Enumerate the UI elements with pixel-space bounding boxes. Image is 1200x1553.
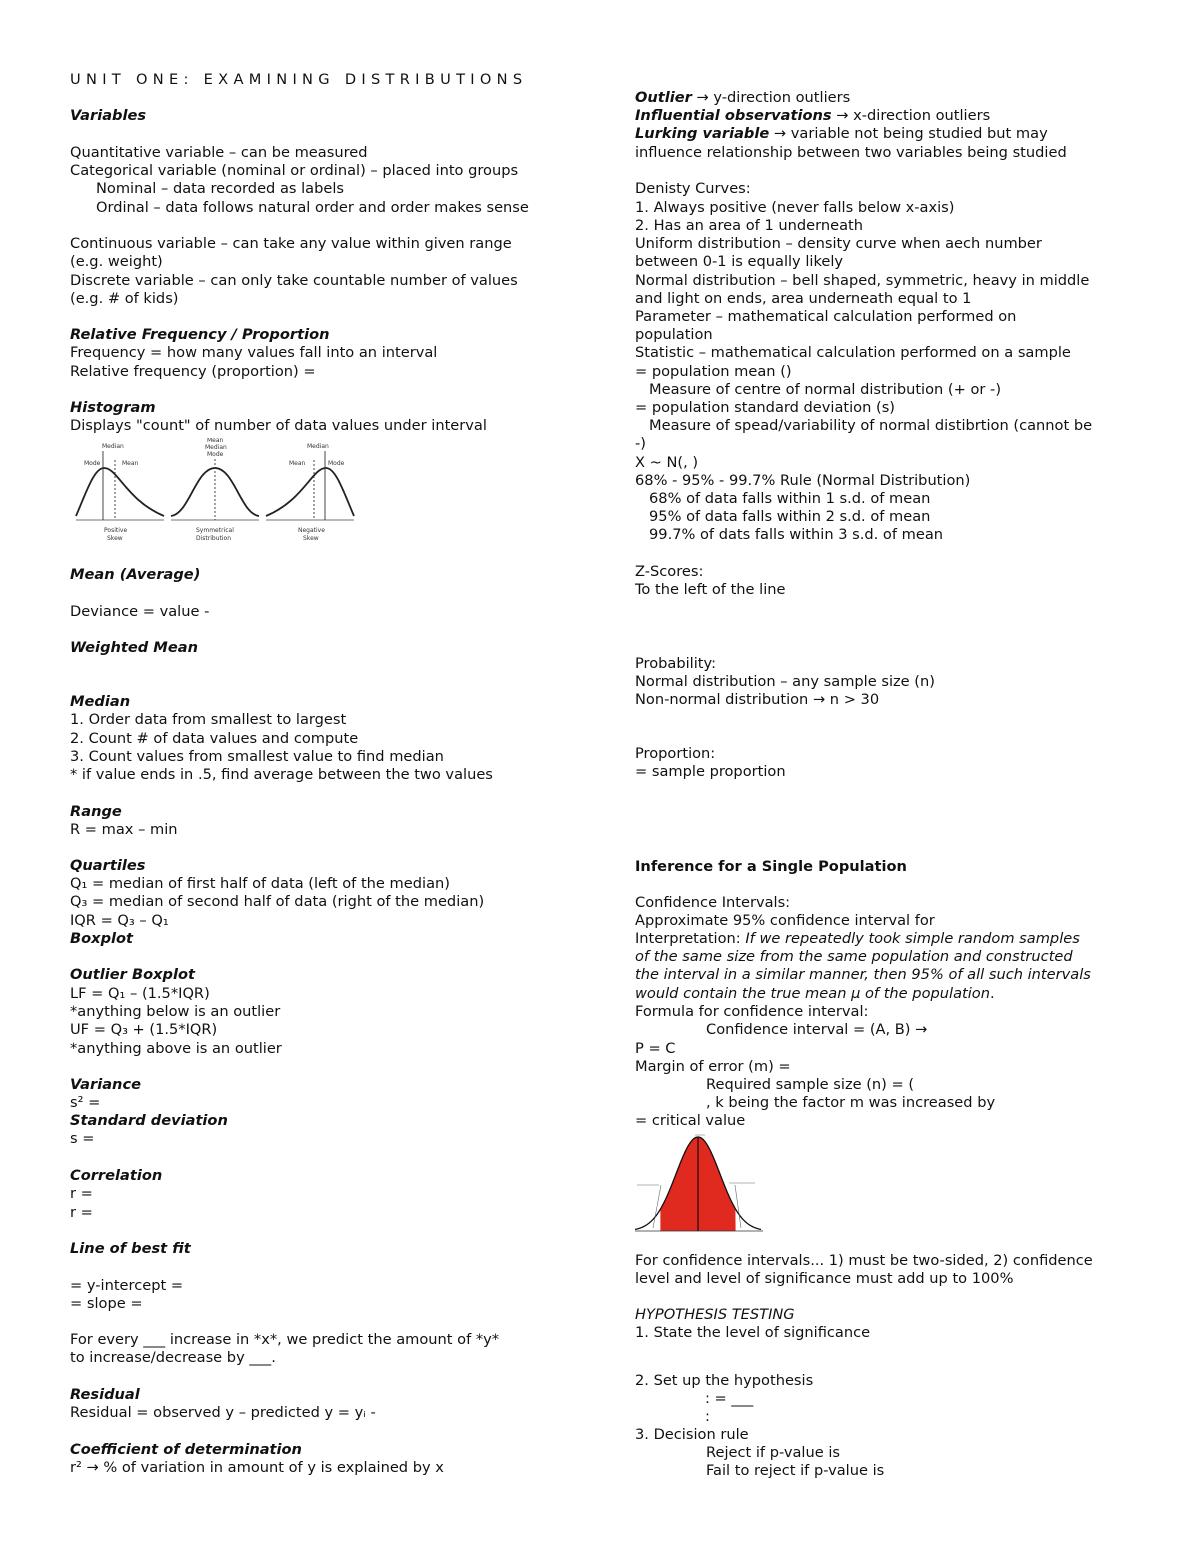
population-sd-line: = population standard deviation (s) (635, 399, 895, 416)
positive-skew-curve (76, 468, 164, 516)
deviance-line: Deviance = value - (70, 603, 210, 620)
uniform-line-1: Uniform distribution – density curve when aech number (635, 235, 1042, 252)
q3-line: Q₃ = median of second half of data (right of the median) (70, 893, 485, 910)
correlation-heading: Correlation (70, 1167, 163, 1184)
unit-title: UNIT ONE: EXAMINING DISTRIBUTIONS (70, 71, 528, 88)
correlation-formula-1: r = (70, 1185, 93, 1202)
hypothesis-step-2: 2. Set up the hypothesis (635, 1372, 814, 1389)
statistic-line: Statistic – mathematical calculation performed on a sample (635, 344, 1071, 361)
range-heading: Range (70, 803, 122, 820)
interpretation-line-2: of the same size from the same population and constructed (635, 948, 1073, 965)
negative-skew-curve (266, 468, 354, 516)
outlier-boxplot-heading: Outlier Boxplot (70, 966, 195, 983)
iqr-line: IQR = Q₃ – Q₁ (70, 912, 169, 929)
null-hypothesis: : = ___ (705, 1390, 754, 1407)
histogram-description: Displays "count" of number of data values under interval (70, 417, 487, 434)
proportion-heading: Proportion: (635, 745, 716, 762)
y-intercept-line: = y-intercept = (70, 1277, 184, 1294)
skew-label-skew-2: Skew (303, 535, 319, 542)
skew-label-median-1: Median (102, 443, 124, 450)
q1-line: Q₁ = median of first half of data (left of the median) (70, 875, 450, 892)
probability-heading: Probability: (635, 655, 716, 672)
upper-fence: UF = Q₃ + (1.5*IQR) (70, 1021, 218, 1038)
skew-label-mode-2: Mode (207, 451, 224, 458)
critical-value-line: = critical value (635, 1112, 746, 1129)
x-distribution-line: X ~ N(, ) (635, 454, 699, 471)
fail-to-reject-rule: Fail to reject if p-value is (706, 1462, 885, 1479)
skew-label-negative: Negative (298, 527, 325, 534)
median-step-3: 3. Count values from smallest value to find median (70, 748, 444, 765)
variance-formula: s² = (70, 1094, 101, 1111)
line-of-best-fit-heading: Line of best fit (70, 1240, 191, 1257)
uniform-line-2: between 0-1 is equally likely (635, 253, 844, 270)
outlier-description: → y-direction outliers (691, 89, 851, 106)
influential-line (635, 107, 990, 125)
variance-heading: Variance (70, 1076, 141, 1093)
margin-of-error-line: Margin of error (m) = (635, 1058, 791, 1075)
proportion-description: = sample proportion (635, 763, 786, 780)
skew-label-mean-3: Mean (289, 460, 306, 467)
interpretation-line-4: would contain the true mean μ of the population. (635, 985, 995, 1002)
probability-normal: Normal distribution – any sample size (n) (635, 673, 935, 690)
confidence-intervals-heading: Confidence Intervals: (635, 894, 791, 911)
skew-label-distribution: Distribution (196, 535, 232, 542)
probability-non-normal: Non-normal distribution → n > 30 (635, 691, 880, 708)
skew-label-skew-1: Skew (107, 535, 123, 542)
range-formula: R = max – min (70, 821, 178, 838)
skew-label-mode-3: Mode (328, 460, 345, 467)
alternative-hypothesis: : (705, 1408, 710, 1425)
skew-label-positive: Positive (104, 527, 128, 534)
median-step-2: 2. Count # of data values and compute (70, 730, 359, 747)
required-sample-size: Required sample size (n) = ( (706, 1076, 915, 1093)
skew-distributions-figure (74, 438, 364, 548)
skew-label-mean-1: Mean (122, 460, 139, 467)
categorical-line: Categorical variable (nominal or ordinal) – placed into groups (70, 162, 519, 179)
ci-p-line: P = C (635, 1040, 676, 1057)
lower-fence-note: *anything below is an outlier (70, 1003, 281, 1020)
relative-frequency-line: Relative frequency (proportion) = (70, 363, 316, 380)
slope-interpretation-2: to increase/decrease by ___. (70, 1349, 276, 1366)
boxplot-heading: Boxplot (70, 930, 134, 947)
z-scores-heading: Z-Scores: (635, 563, 704, 580)
z-scores-description: To the left of the line (635, 581, 786, 598)
k-factor-line: , k being the factor m was increased by (706, 1094, 996, 1111)
continuous-line: Continuous variable – can take any value within given range (70, 235, 512, 252)
weighted-mean-heading: Weighted Mean (70, 639, 198, 656)
correlation-formula-2: r = (70, 1204, 93, 1221)
standard-deviation-formula: s = (70, 1130, 95, 1147)
outlier-line (635, 89, 850, 107)
residual-heading: Residual (70, 1386, 140, 1403)
population-sd-description-2: -) (635, 435, 646, 452)
mean-heading: Mean (Average) (70, 566, 201, 583)
interpretation-text-4: would contain the true mean μ of the population (635, 985, 990, 1002)
lurking-description-2: influence relationship between two variables being studied (635, 144, 1067, 161)
discrete-example: (e.g. # of kids) (70, 290, 179, 307)
hypothesis-heading: HYPOTHESIS TESTING (635, 1306, 795, 1323)
reject-rule: Reject if p-value is (706, 1444, 841, 1461)
ordinal-line: Ordinal – data follows natural order and order makes sense (96, 199, 529, 216)
empirical-rule-997: 99.7% of dats falls within 3 s.d. of mean (649, 526, 944, 543)
ci-formula: Confidence interval = (A, B) → (706, 1021, 928, 1038)
empirical-rule-95: 95% of data falls within 2 s.d. of mean (649, 508, 931, 525)
coefficient-heading: Coefficient of determination (70, 1441, 302, 1458)
slope-interpretation-1: For every ___ increase in *x*, we predict the amount of *y* (70, 1331, 500, 1348)
normal-line-1: Normal distribution – bell shaped, symmetric, heavy in middle (635, 272, 1090, 289)
quartiles-heading: Quartiles (70, 857, 146, 874)
upper-fence-note: *anything above is an outlier (70, 1040, 282, 1057)
ci-note-1: For confidence intervals... 1) must be two-sided, 2) confidence (635, 1252, 1093, 1269)
hypothesis-step-1: 1. State the level of significance (635, 1324, 871, 1341)
density-heading: Denisty Curves: (635, 180, 751, 197)
population-mean-line: = population mean () (635, 363, 792, 380)
skew-label-median-2: Median (205, 444, 227, 451)
empirical-rule-68: 68% of data falls within 1 s.d. of mean (649, 490, 931, 507)
influential-term: Influential observations (635, 107, 832, 124)
interpretation-text-1: If we repeatedly took simple random samples (745, 930, 1080, 947)
population-sd-description: Measure of spead/variability of normal distibrtion (cannot be (649, 417, 1093, 434)
empirical-rule-heading: 68% - 95% - 99.7% Rule (Normal Distribution) (635, 472, 971, 489)
slope-line: = slope = (70, 1295, 143, 1312)
interpretation-label: Interpretation: (635, 930, 746, 947)
frequency-line: Frequency = how many values fall into an interval (70, 344, 438, 361)
inference-heading: Inference for a Single Population (635, 858, 907, 875)
outlier-term: Outlier (635, 89, 692, 106)
normal-line-2: and light on ends, area underneath equal to 1 (635, 290, 972, 307)
confidence-interval-approx: Approximate 95% confidence interval for (635, 912, 935, 929)
histogram-heading: Histogram (70, 399, 156, 416)
skew-label-symmetrical: Symmetrical (196, 527, 234, 534)
lurking-description: → variable not being studied but may (769, 125, 1048, 142)
skew-label-mode-1: Mode (84, 460, 101, 467)
critical-value-figure (635, 1131, 765, 1235)
lower-fence: LF = Q₁ – (1.5*IQR) (70, 985, 210, 1002)
skew-label-median-3: Median (307, 443, 329, 450)
skew-label-mean-2: Mean (207, 438, 224, 444)
median-note: * if value ends in .5, find average between the two values (70, 766, 493, 783)
standard-deviation-heading: Standard deviation (70, 1112, 228, 1129)
median-step-1: 1. Order data from smallest to largest (70, 711, 347, 728)
interpretation-line-3: the interval in a similar manner, then 95% of all such intervals (635, 966, 1091, 983)
nominal-line: Nominal – data recorded as labels (96, 180, 345, 197)
residual-formula: Residual = observed y – predicted y = yᵢ - (70, 1404, 376, 1421)
ci-formula-heading: Formula for confidence interval: (635, 1003, 869, 1020)
relative-frequency-heading: Relative Frequency / Proportion (70, 326, 330, 343)
continuous-example: (e.g. weight) (70, 253, 163, 270)
median-heading: Median (70, 693, 131, 710)
hypothesis-step-3: 3. Decision rule (635, 1426, 749, 1443)
lurking-line (635, 125, 1048, 143)
parameter-line-2: population (635, 326, 713, 343)
parameter-line-1: Parameter – mathematical calculation performed on (635, 308, 1017, 325)
lurking-term: Lurking variable (635, 125, 770, 142)
influential-description: → x-direction outliers (831, 107, 991, 124)
ci-note-2: level and level of significance must add up to 100% (635, 1270, 1014, 1287)
discrete-line: Discrete variable – can only take countable number of values (70, 272, 518, 289)
coefficient-description: r² → % of variation in amount of y is explained by x (70, 1459, 444, 1476)
population-mean-description: Measure of centre of normal distribution (+ or -) (649, 381, 1002, 398)
density-point-2: 2. Has an area of 1 underneath (635, 217, 863, 234)
quantitative-line: Quantitative variable – can be measured (70, 144, 368, 161)
variables-heading: Variables (70, 107, 147, 124)
interpretation-line-1 (635, 930, 1080, 948)
density-point-1: 1. Always positive (never falls below x-axis) (635, 199, 955, 216)
